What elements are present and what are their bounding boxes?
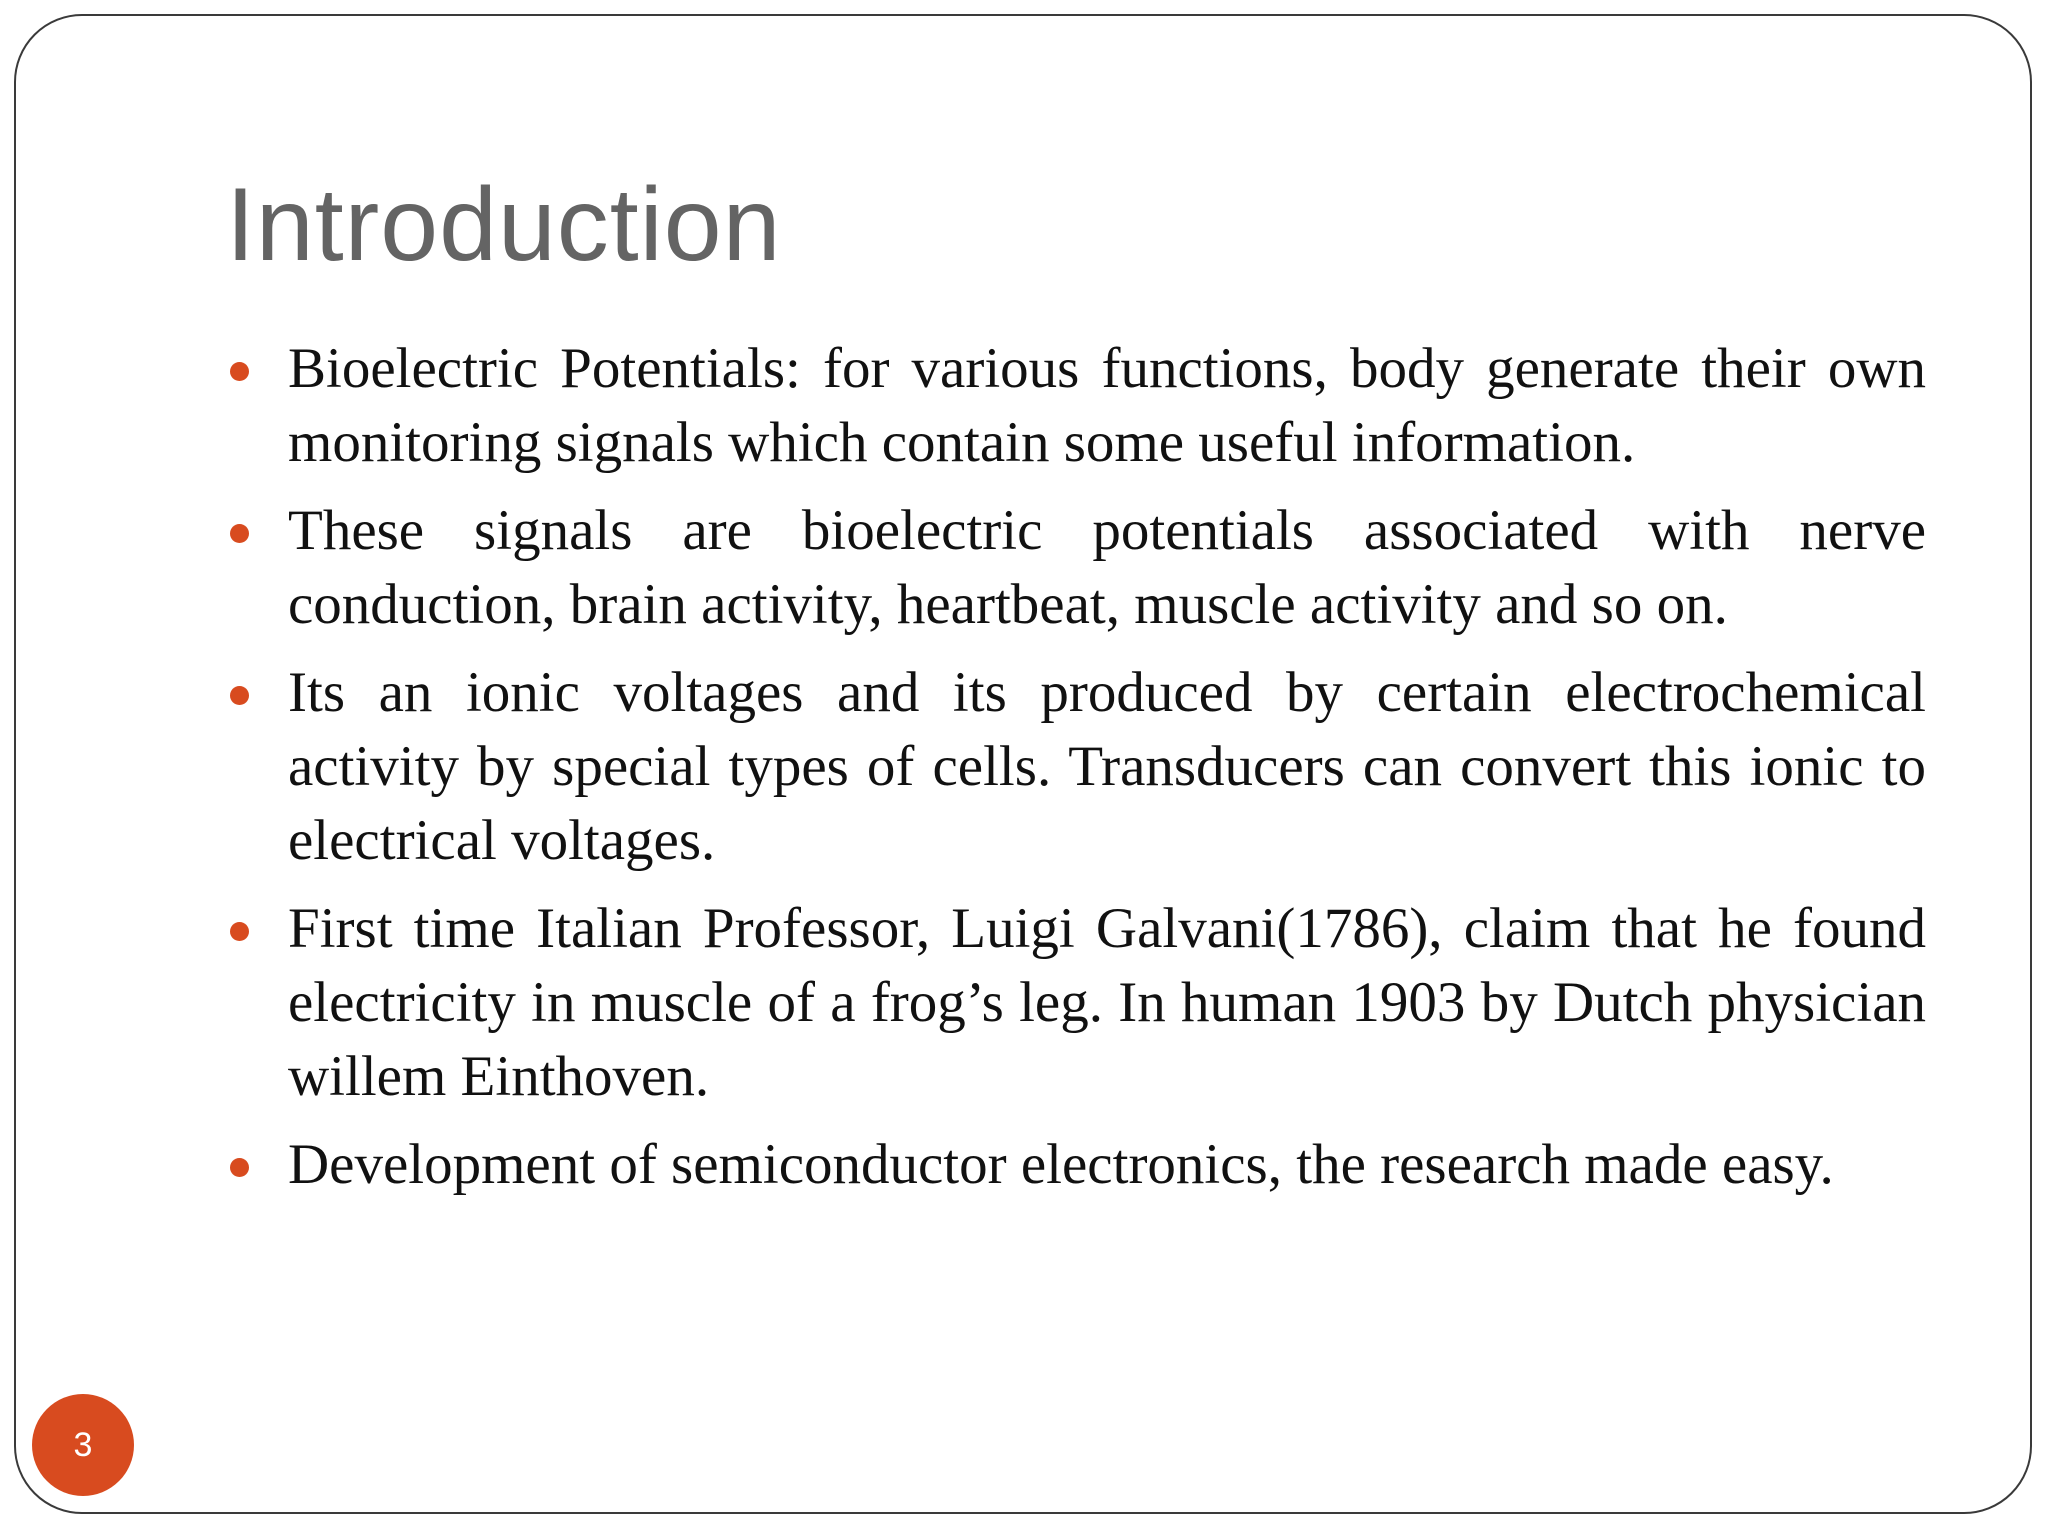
bullet-dot-icon (230, 1158, 249, 1177)
bullet-text: These signals are bioelectric potentials associated with nerve conduction, brain activity, heartbeat, muscle activity and so on. (288, 499, 1926, 636)
bullet-text: First time Italian Professor, Luigi Galvani(1786), claim that he found electricity in muscle of a frog’s leg. In human 1903 by Dutch physician willem Einthoven. (288, 897, 1926, 1108)
bullet-dot-icon (230, 686, 249, 705)
bullet-text: Its an ionic voltages and its produced by certain electrochemical activity by special types of cells. Transducers can convert this ionic to electrical voltages. (288, 661, 1926, 872)
bullet-item (226, 1128, 1926, 1202)
bullet-item (226, 656, 1926, 878)
bullet-item (226, 494, 1926, 642)
bullet-text: Development of semiconductor electronics, the research made easy. (288, 1133, 1834, 1196)
page-number-badge: 3 (32, 1394, 134, 1496)
bullet-dot-icon (230, 524, 249, 543)
bullet-item (226, 892, 1926, 1114)
bullet-text: Bioelectric Potentials: for various functions, body generate their own monitoring signals which contain some useful information. (288, 337, 1926, 474)
slide-title: Introduction (226, 167, 782, 283)
bullet-dot-icon (230, 922, 249, 941)
bullet-item (226, 332, 1926, 480)
bullet-dot-icon (230, 362, 249, 381)
bullet-list (226, 332, 1926, 1216)
